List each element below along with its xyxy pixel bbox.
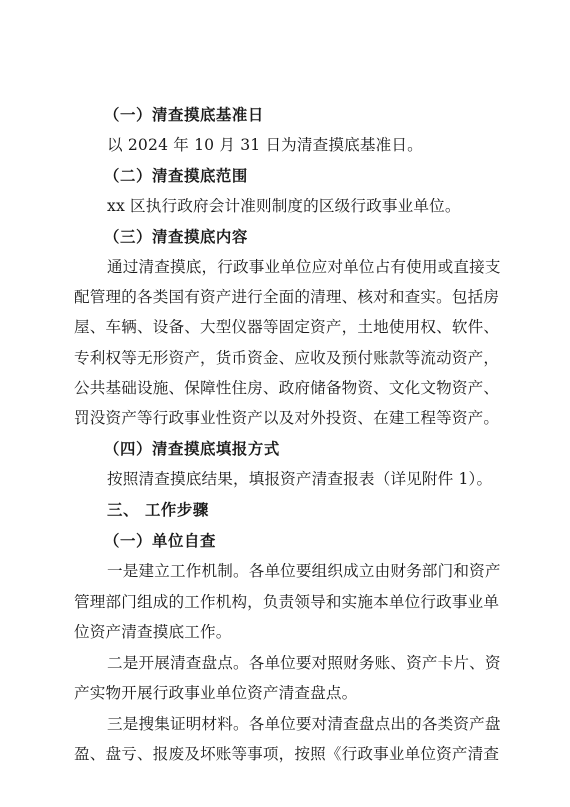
paragraph-line: 管理部门组成的工作机构，负责领导和实施本单位行政事业单 (74, 593, 500, 611)
part-heading-work-steps: 三、 工作步骤 (107, 501, 209, 519)
section-heading-content: （三）清查摸底内容 (104, 228, 248, 246)
section-heading-scope: （二）清查摸底范围 (104, 167, 248, 185)
paragraph-line: 以 2024 年 10 月 31 日为清查摸底基准日。 (107, 136, 423, 154)
paragraph-line: 公共基础设施、保障性住房、政府储备物资、文化文物资产、 (74, 379, 500, 397)
paragraph-line: xx 区执行政府会计准则制度的区级行政事业单位。 (107, 197, 461, 215)
section-heading-base-date: （一）清查摸底基准日 (104, 106, 264, 124)
paragraph-line: 通过清查摸底，行政事业单位应对单位占有使用或直接支 (107, 258, 501, 276)
paragraph-line: 一是建立工作机制。各单位要组织成立由财务部门和资产 (107, 562, 501, 580)
subsection-heading-self-check: （一）单位自查 (104, 532, 216, 550)
paragraph-line: 产实物开展行政事业单位资产清查盘点。 (74, 684, 358, 702)
paragraph-line: 罚没资产等行政事业性资产以及对外投资、在建工程等资产。 (74, 409, 500, 427)
paragraph-line: 按照清查摸底结果，填报资产清查报表（详见附件 1）。 (107, 470, 493, 488)
paragraph-line: 位资产清查摸底工作。 (74, 623, 232, 641)
section-heading-reporting-method: （四）清查摸底填报方式 (104, 440, 280, 458)
paragraph-line: 盈、盘亏、报废及坏账等事项，按照《行政事业单位资产清查 (74, 745, 500, 763)
paragraph-line: 三是搜集证明材料。各单位要对清查盘点出的各类资产盘 (107, 715, 501, 733)
paragraph-line: 屋、车辆、设备、大型仪器等固定资产，土地使用权、软件、 (74, 318, 500, 336)
paragraph-line: 配管理的各类国有资产进行全面的清理、核对和查实。包括房 (74, 288, 500, 306)
paragraph-line: 二是开展清查盘点。各单位要对照财务账、资产卡片、资 (107, 654, 501, 672)
paragraph-line: 专利权等无形资产，货币资金、应收及预付账款等流动资产， (74, 349, 500, 367)
